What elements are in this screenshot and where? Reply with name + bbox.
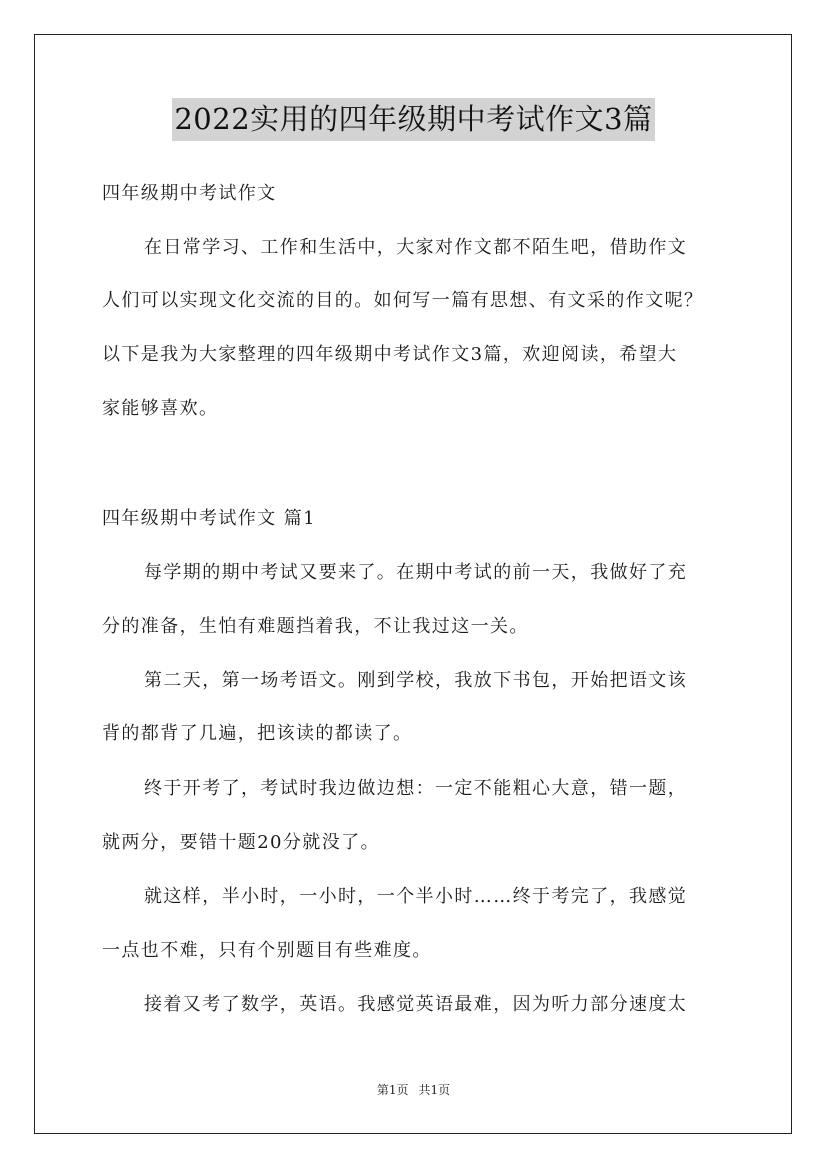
intro-line-4: 家能够喜欢。 (102, 398, 219, 419)
intro-heading: 四年级期中考试作文 (102, 183, 277, 204)
essay1-line-9: 接着又考了数学，英语。我感觉英语最难，因为听力部分速度太 (144, 994, 688, 1015)
intro-line-3: 以下是我为大家整理的四年级期中考试作文3篇，欢迎阅读，希望大 (102, 344, 678, 365)
essay1-heading: 四年级期中考试作文 篇1 (102, 508, 316, 529)
essay1-line-8: 一点也不难，只有个别题目有些难度。 (102, 940, 432, 961)
essay1-line-6: 就两分，要错十题20分就没了。 (102, 832, 380, 853)
intro-line-1: 在日常学习、工作和生活中，大家对作文都不陌生吧，借助作文 (144, 237, 688, 258)
essay1-line-2: 分的准备，生怕有难题挡着我，不让我过这一关。 (102, 616, 529, 637)
page-total: 共1页 (418, 1083, 451, 1097)
essay1-line-3: 第二天，第一场考语文。刚到学校，我放下书包，开始把语文该 (144, 670, 688, 691)
page-footer (0, 1082, 827, 1098)
essay1-line-1: 每学期的期中考试又要来了。在期中考试的前一天，我做好了充 (144, 562, 688, 583)
essay1-line-4: 背的都背了几遍，把该读的都读了。 (102, 723, 413, 744)
document-title: 2022实用的四年级期中考试作文3篇 (172, 98, 654, 141)
page-number: 第1页 (376, 1083, 409, 1097)
intro-line-2: 人们可以实现文化交流的目的。如何写一篇有思想、有文采的作文呢？ (102, 290, 704, 311)
essay1-line-7: 就这样，半小时，一小时，一个半小时……终于考完了，我感觉 (144, 886, 688, 907)
title-container (0, 98, 827, 141)
essay1-line-5: 终于开考了，考试时我边做边想：一定不能粗心大意，错一题， (144, 778, 688, 799)
